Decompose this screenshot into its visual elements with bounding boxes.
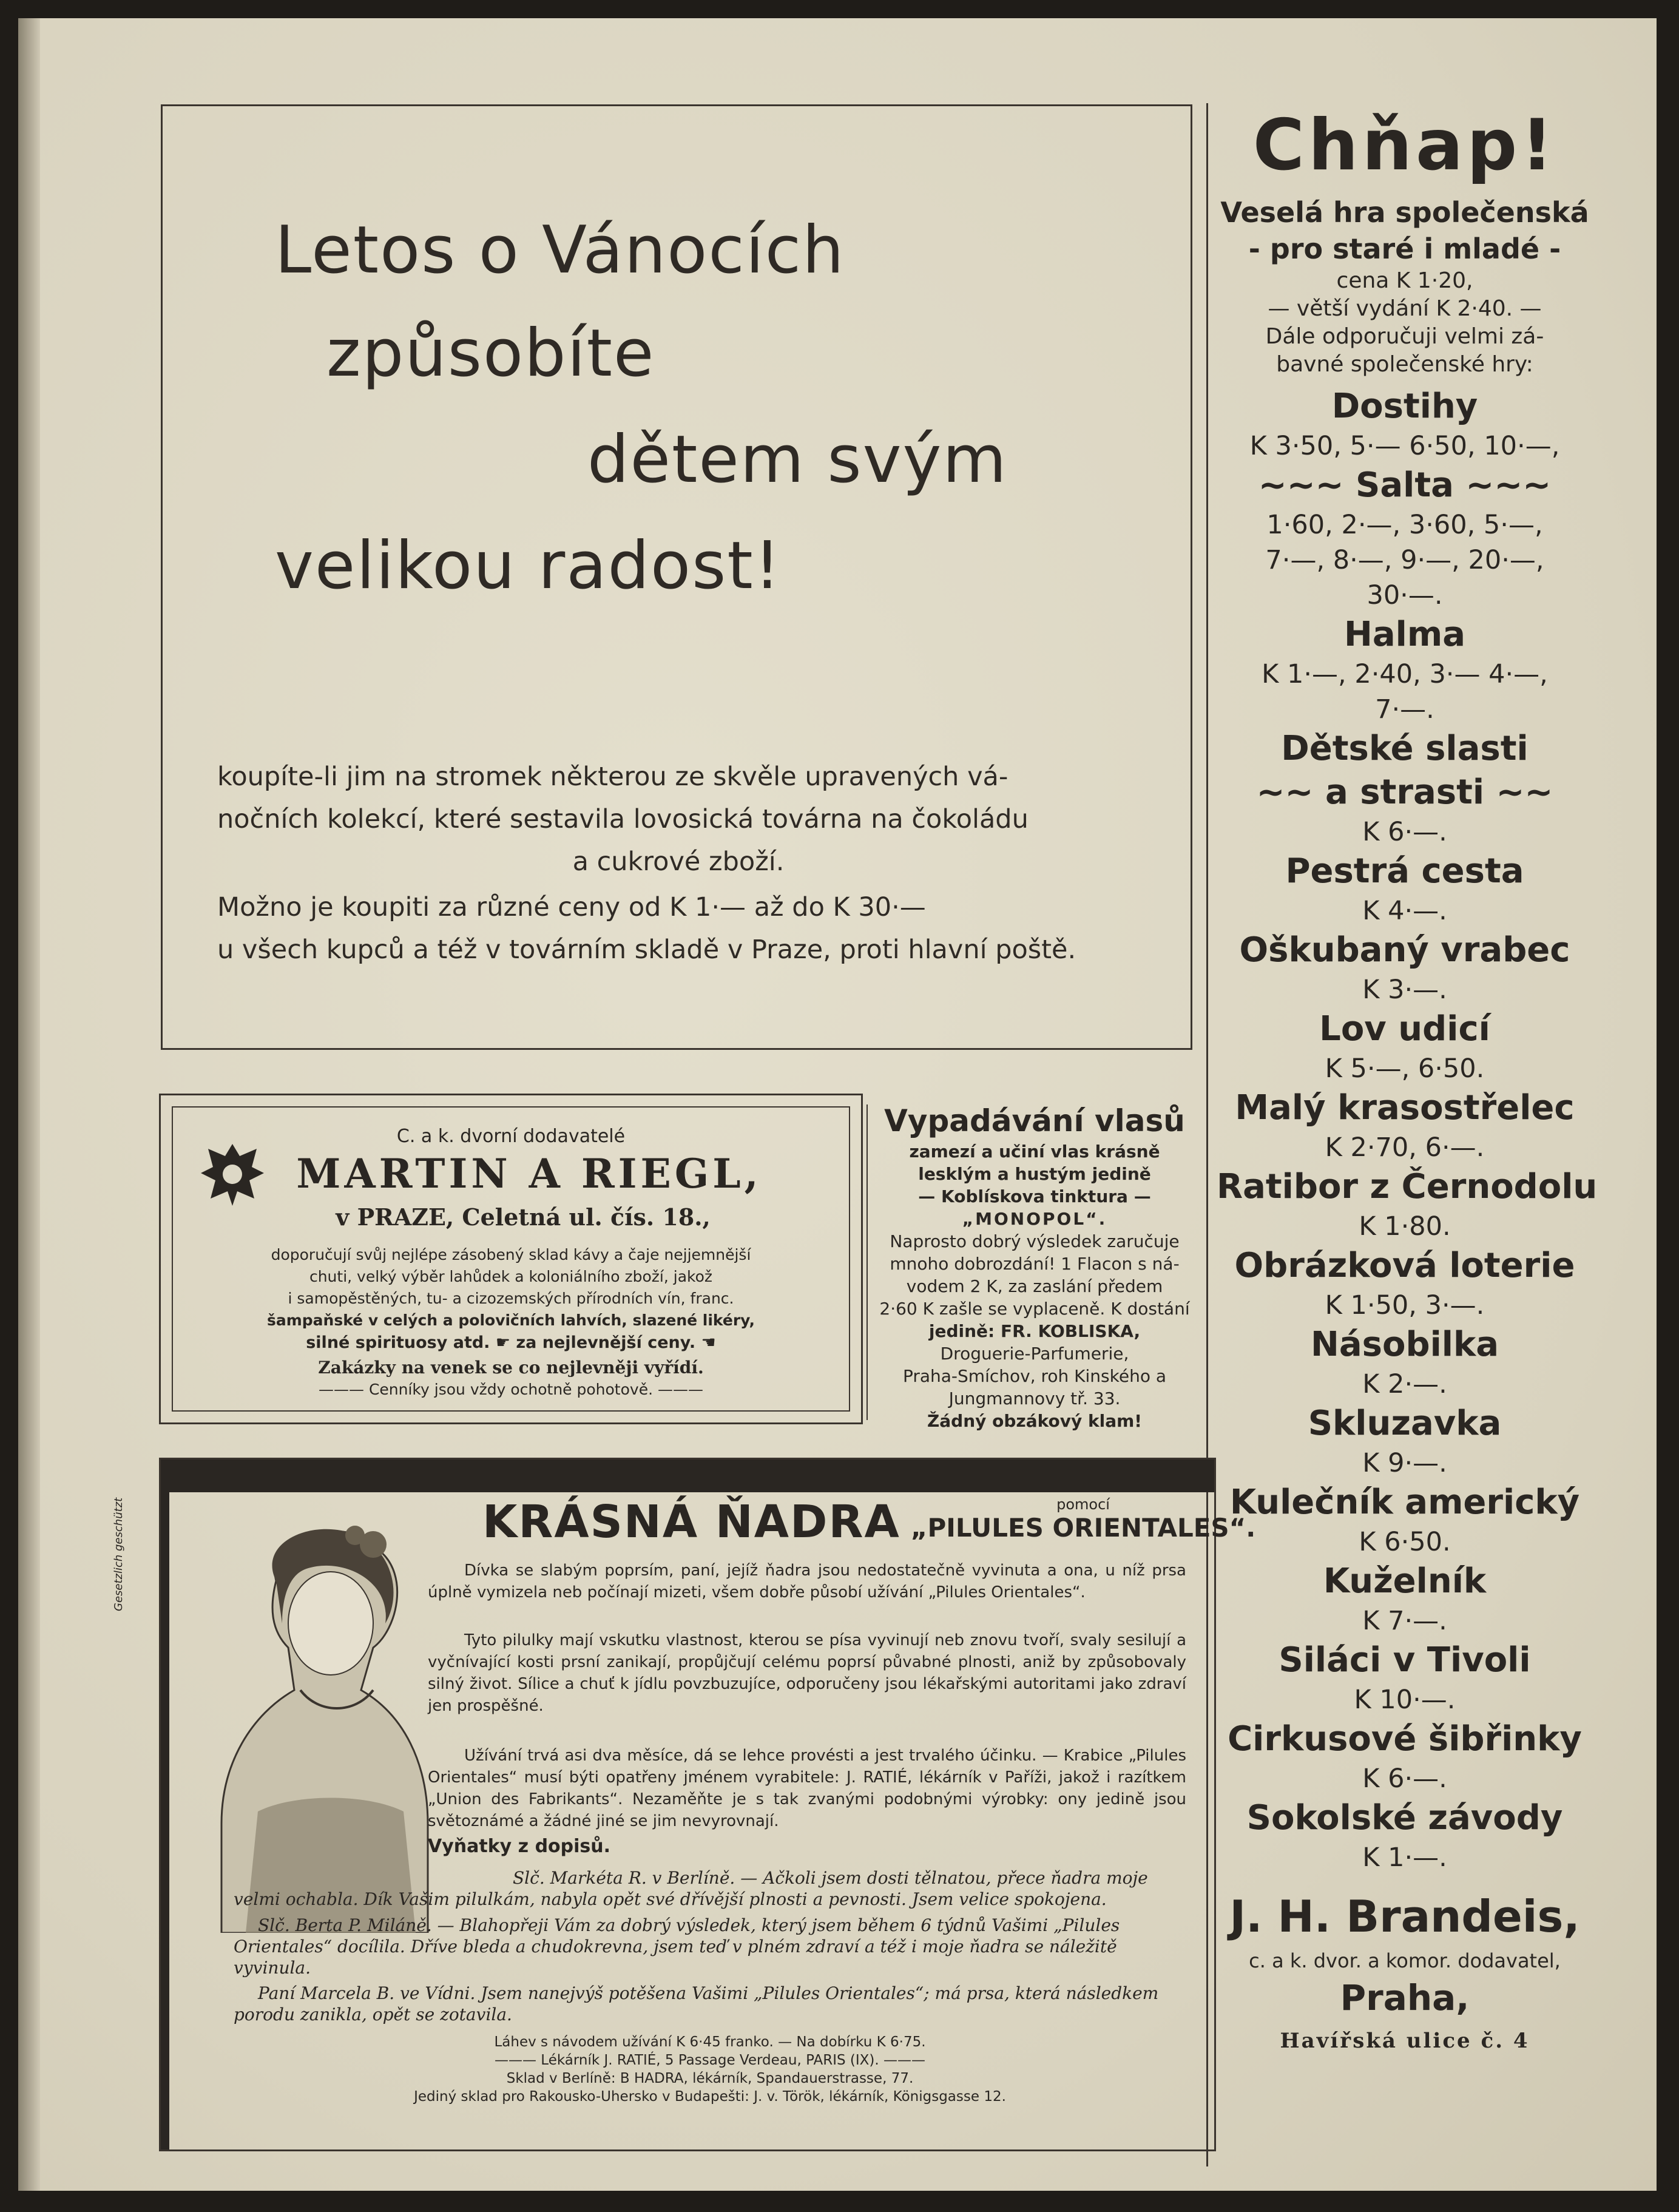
riegl-line-1: C. a k. dvorní dodavatelé (396, 1126, 626, 1147)
game-price: K 4·—. (1362, 896, 1447, 926)
hair-line: zamezí a učiní vlas krásně (909, 1142, 1160, 1162)
ad-paragraph: Užívání trvá asi dva měsíce, dá se lehce provésti a jest trvalého účinku. — Krabice „Pilules Orientales“ musí býti opatřeny jménem vyrabitele: J. RATIÉ, lékárník v Paříži, jakož i razítkem „Union des Fabrikants“. Nezaměňte je s tak zvanými podobnými výrobky: ony jedině jsou světoznámé a žádné jiné se jim nevyrovnají. (428, 1747, 1186, 1830)
ad-title-block (482, 1496, 1255, 1548)
riegl-address: v PRAZE, Celetná ul. čís. 18., (336, 1203, 711, 1231)
riegl-firm-name: MARTIN A RIEGL, (296, 1150, 762, 1197)
game-name: Cirkusové šibřinky (1228, 1719, 1582, 1759)
mid-divider (867, 1104, 868, 1420)
hair-line: lesklým a hustým jedině (918, 1164, 1151, 1184)
game-name: ~~ a strasti ~~ (1256, 773, 1553, 812)
game-name: Dostihy (1331, 387, 1478, 426)
game-name: Malý krasostřelec (1235, 1088, 1575, 1128)
hair-line: mnoho dobrozdání! 1 Flacon s ná- (890, 1254, 1180, 1274)
game-ad-subtitle-1: Veselá hra společenská (1220, 196, 1589, 229)
footer-line: Jediný sklad pro Rakousko-Uhersko v Budapešti: J. v. Török, lékárník, Königsgasse 12. (414, 2089, 1006, 2105)
riegl-orders: Zakázky na venek se co nejlevněji vyřídí. (318, 1358, 704, 1378)
game-price: K 7·—. (1362, 1606, 1447, 1636)
game-ad-intro-2: bavné společenské hry: (1276, 352, 1533, 377)
pilules-orientales-ad (112, 1458, 1256, 2151)
hair-line: Droguerie-Parfumerie, (940, 1344, 1129, 1364)
game-ad-intro-1: Dále odporučuji velmi zá- (1265, 324, 1544, 349)
game-price: K 6·—. (1362, 1764, 1447, 1794)
ad-title-small: pomocí (1056, 1496, 1110, 1513)
newspaper-page (18, 18, 1657, 2191)
page-spine (18, 18, 40, 2191)
game-price: K 6·—. (1362, 817, 1447, 847)
headline-line-4: velikou radost! (275, 528, 782, 604)
riegl-body-5: silné spirituosy atd. ☛ za nejlevnější ceny. ☚ (306, 1333, 716, 1352)
game-name: Násobilka (1311, 1325, 1499, 1364)
game-price: K 6·50. (1359, 1527, 1451, 1557)
game-price: K 2·70, 6·—. (1325, 1132, 1485, 1163)
game-price: 7·—. (1375, 694, 1434, 725)
headline-line-1: Letos o Vánocích (275, 212, 845, 288)
testimonial: Slč. Berta P. Miláně. — Blahopřeji Vám za dobrý výsledek, který jsem během 6 týdnů Vašimi „Pilules Orientales“ docílila. Dříve bleda a chudokrevna, jsem teď v plném zdraví a též i moje ňadra se náležitě vyvinula. (234, 1915, 1120, 1978)
ad-title-product: „PILULES ORIENTALES“. (910, 1513, 1256, 1543)
side-label: Gesetzlich geschützt (112, 1497, 125, 1611)
games-list (1217, 385, 1598, 1875)
game-price: K 5·—, 6·50. (1325, 1054, 1485, 1084)
testimonial: Slč. Markéta R. v Berlíně. — Ačkoli jsem dosti tělnatou, přece ňadra moje velmi ochabla. Dík Vašim pilulkám, nabyla opět své dřívější plnosti a pevnosti. Jsem velice spokojena. (234, 1868, 1148, 1909)
riegl-body-2: chuti, velký výběr lahůdek a koloniálního zboží, jakož (309, 1268, 713, 1285)
game-ad-title: Chňap! (1252, 104, 1557, 186)
footer-line: Láhev s návodem užívání K 6·45 franko. — Na dobírku K 6·75. (494, 2034, 926, 2050)
game-name: Lov udicí (1319, 1009, 1490, 1049)
hair-line: vodem 2 K, za zaslání předem (906, 1276, 1163, 1296)
games-ad-column (1217, 103, 1598, 2056)
ad-footer (234, 2033, 1186, 2106)
game-price: K 2·—. (1362, 1369, 1447, 1399)
game-name: Kulečník americký (1229, 1483, 1580, 1522)
ad-paragraph: Dívka se slabým poprsím, paní, jejíž ňadra jsou nedostatečně vyvinuta a ona, u níž prsa úplně vymizela neb počínají mizeti, všem dobře působí užívání „Pilules Orientales“. (428, 1561, 1186, 1602)
game-name: Pestrá cesta (1285, 851, 1524, 891)
seller-city: Praha, (1340, 1977, 1470, 2018)
game-name: Skluzavka (1308, 1404, 1502, 1443)
para1-line: a cukrové zboží. (572, 847, 785, 877)
ad-title: KRÁSNÁ ŇADRA (482, 1496, 900, 1548)
para2-line: Možno je koupiti za různé ceny od K 1·— až do K 30·— (217, 892, 926, 922)
footer-line: Sklad v Berlíně: B HADRA, lékárník, Spandauerstrasse, 77. (506, 2071, 914, 2086)
hair-line: Žádný obzákový klam! (927, 1411, 1143, 1431)
game-price: 30·—. (1367, 580, 1443, 610)
headline-line-2: způsobíte (326, 316, 655, 391)
ad-paragraph: Tyto pilulky mají vskutku vlastnost, kterou se písa vyvinují neb znovu tvoří, svaly sesilují a vyčnívající kosti prsní zanikají, propůjčují celému poprsí půvabné plnosti, aniž by způsobovaly silný život. Sílice a chuť k jídlu povzbuzujíce, odporučeny jsou lékařskými autoritami jako zdraví jen prospěšné. (428, 1631, 1186, 1715)
game-price: K 1·80. (1359, 1211, 1451, 1242)
game-ad-subtitle-2: - pro staré i mladé - (1248, 232, 1561, 265)
game-price: 7·—, 8·—, 9·—, 20·—, (1265, 545, 1544, 575)
hair-line: „MONOPOL“. (962, 1209, 1107, 1229)
game-price: K 1·50, 3·—. (1325, 1290, 1485, 1321)
seller-address: Havířská ulice č. 4 (1280, 2029, 1530, 2053)
game-price: K 3·—. (1362, 975, 1447, 1005)
game-price: K 10·—. (1354, 1685, 1456, 1715)
seller-sub: c. a k. dvor. a komor. dodavatel, (1249, 1949, 1561, 1972)
hair-tonic-ad (874, 1101, 1195, 1432)
game-name: Obrázková loterie (1234, 1246, 1575, 1285)
riegl-pricelists: ——— Cenníky jsou vždy ochotně pohotově. ——— (319, 1381, 703, 1398)
para2-line: u všech kupců a též v továrním skladě v Praze, proti hlavní poště. (217, 935, 1076, 965)
game-price: K 9·—. (1362, 1448, 1447, 1478)
game-name: Sokolské závody (1246, 1798, 1563, 1838)
hair-line: Naprosto dobrý výsledek zaručuje (890, 1231, 1180, 1251)
headline-line-3: dětem svým (587, 422, 1008, 498)
testimonial: Paní Marcela B. ve Vídni. Jsem nanejvýš potěšena Vašimi „Pilules Orientales“; má prsa, která následkem porodu zanikla, opět se zotavila. (234, 1983, 1159, 2024)
game-name: Siláci v Tivoli (1279, 1640, 1531, 1680)
game-name: Dětské slasti (1281, 729, 1529, 768)
game-name: Halma (1344, 615, 1465, 654)
riegl-body-1: doporučují svůj nejlépe zásobený sklad kávy a čaje nejjemnější (271, 1246, 751, 1263)
game-price: 1·60, 2·—, 3·60, 5·—, (1266, 510, 1543, 540)
para1-line: nočních kolekcí, které sestavila lovosická továrna na čokoládu (217, 804, 1029, 834)
game-ad-price-large: — větší vydání K 2·40. — (1268, 296, 1542, 321)
game-price: K 1·—. (1362, 1842, 1447, 1873)
ad-left-bar (161, 1459, 169, 2149)
excerpts-title: Vyňatky z dopisů. (428, 1836, 611, 1857)
footer-line: ——— Lékárník J. RATIÉ, 5 Passage Verdeau, PARIS (IX). ——— (494, 2052, 926, 2068)
hair-line: 2·60 K zašle se vyplaceně. K dostání (879, 1299, 1190, 1319)
riegl-body-4: šampaňské v celých a polovičních lahvích, slazené likéry, (266, 1311, 755, 1329)
martin-riegl-ad (159, 1094, 863, 1424)
ad-paragraph-1 (217, 756, 1140, 883)
seller-name: J. H. Brandeis, (1229, 1891, 1580, 1942)
riegl-body-3: i samopěstěných, tu- a cizozemských přírodních vín, franc. (288, 1290, 734, 1307)
hair-ad-title: Vypadávání vlasů (884, 1103, 1185, 1138)
game-name: ~~~ Salta ~~~ (1258, 465, 1552, 505)
chocolate-christmas-ad (161, 104, 1192, 1050)
game-price: K 1·—, 2·40, 3·— 4·—, (1262, 659, 1548, 689)
game-name: Oškubaný vrabec (1239, 930, 1570, 970)
game-ad-price-main: cena K 1·20, (1336, 268, 1473, 293)
hair-line: — Koblískova tinktura — (918, 1186, 1151, 1206)
hair-line: Praha-Smíchov, roh Kinského a (902, 1366, 1167, 1386)
ad-paragraph-2 (217, 886, 1140, 971)
hair-line: jedině: FR. KOBLISKA, (928, 1321, 1141, 1341)
game-name: Ratibor z Černodolu (1217, 1167, 1598, 1206)
ad-top-bar (161, 1459, 1214, 1492)
hair-line: Jungmannovy tř. 33. (948, 1388, 1121, 1409)
game-name: Kuželník (1323, 1561, 1487, 1601)
game-price: K 3·50, 5·— 6·50, 10·—, (1249, 431, 1560, 461)
para1-line: koupíte-li jim na stromek některou ze skvěle upravených vá- (217, 762, 1008, 792)
